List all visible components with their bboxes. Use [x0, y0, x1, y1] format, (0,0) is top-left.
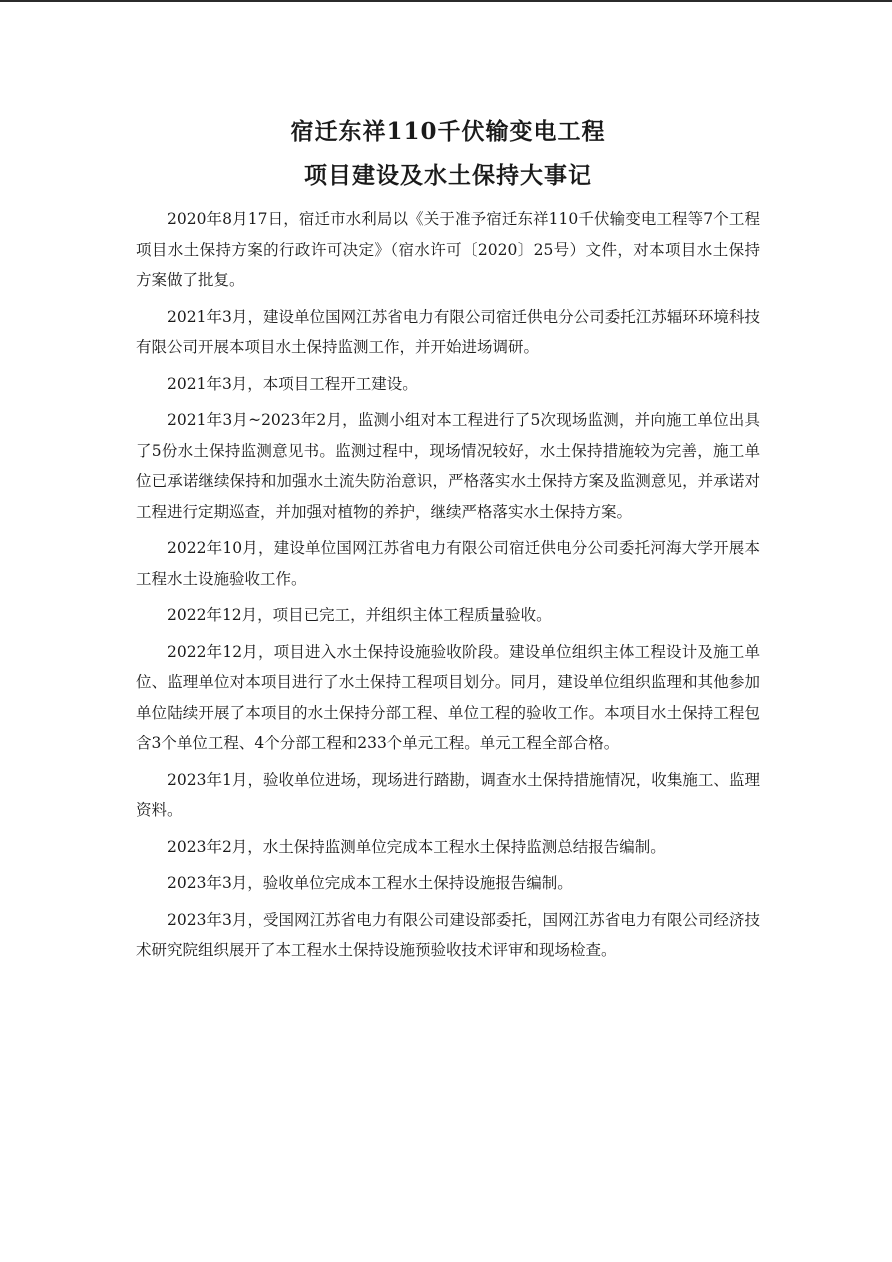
paragraph-2023-03-pre-acceptance-review: 2023年3月，受国网江苏省电力有限公司建设部委托，国网江苏省电力有限公司经济技术研究院组织展开了本工程水土保持设施预验收技术评审和现场检查。: [136, 910, 760, 959]
paragraph-2023-02-monitoring-report: 2023年2月，水土保持监测单位完成本工程水土保持监测总结报告编制。: [167, 837, 666, 856]
paragraph-2020-08-approval: 2020年8月17日，宿迁市水利局以《关于准予宿迁东祥110千伏输变电工程等7个工程项目水土保持方案的行政许可决定》（宿水许可〔2020〕25号）文件，对本项目水土保持方案做了批复。: [136, 210, 760, 289]
paragraph-2023-03-acceptance-report: 2023年3月，验收单位完成本工程水土保持设施报告编制。: [167, 874, 573, 892]
document-title: 宿迁东祥110千伏输变电工程: [290, 118, 606, 145]
top-border-line: [0, 0, 892, 2]
paragraph-2021-2023-monitoring: 2021年3月~2023年2月，监测小组对本工程进行了5次现场监测，并向施工单位出具了5份水土保持监测意见书。监测过程中，现场情况较好，水土保持措施较为完善，施工单位已承诺继续保持和加强水土流失防治意识，严格落实水土保持方案及监测意见，并承诺对工程进行定期巡查，并加强对植物的养护，继续严格落实水土保持方案。: [136, 411, 760, 521]
document-page: [136, 110, 760, 972]
paragraph-2021-03-construction-start: 2021年3月，本项目工程开工建设。: [167, 374, 418, 393]
paragraph-2022-12-completion: 2022年12月，项目已完工，并组织主体工程质量验收。: [167, 606, 552, 624]
document-subtitle: 项目建设及水土保持大事记: [304, 162, 592, 189]
paragraph-2021-03-monitoring-commission: 2021年3月，建设单位国网江苏省电力有限公司宿迁供电分公司委托江苏辐环环境科技有限公司开展本项目水土保持监测工作，并开始进场调研。: [136, 307, 760, 356]
paragraph-2022-12-acceptance-stage: 2022年12月，项目进入水土保持设施验收阶段。建设单位组织主体工程设计及施工单位、监理单位对本项目进行了水土保持工程项目划分。同月，建设单位组织监理和其他参加单位陆续开展了本项目的水土保持分部工程、单位工程的验收工作。本项目水土保持工程包含3个单位工程、4个分部工程和233个单元工程。单元工程全部合格。: [136, 642, 760, 752]
paragraph-2022-10-acceptance-commission: 2022年10月，建设单位国网江苏省电力有限公司宿迁供电分公司委托河海大学开展本工程水土设施验收工作。: [136, 539, 760, 588]
paragraph-2023-01-site-visit: 2023年1月，验收单位进场，现场进行踏勘，调查水土保持措施情况，收集施工、监理资料。: [136, 770, 760, 819]
